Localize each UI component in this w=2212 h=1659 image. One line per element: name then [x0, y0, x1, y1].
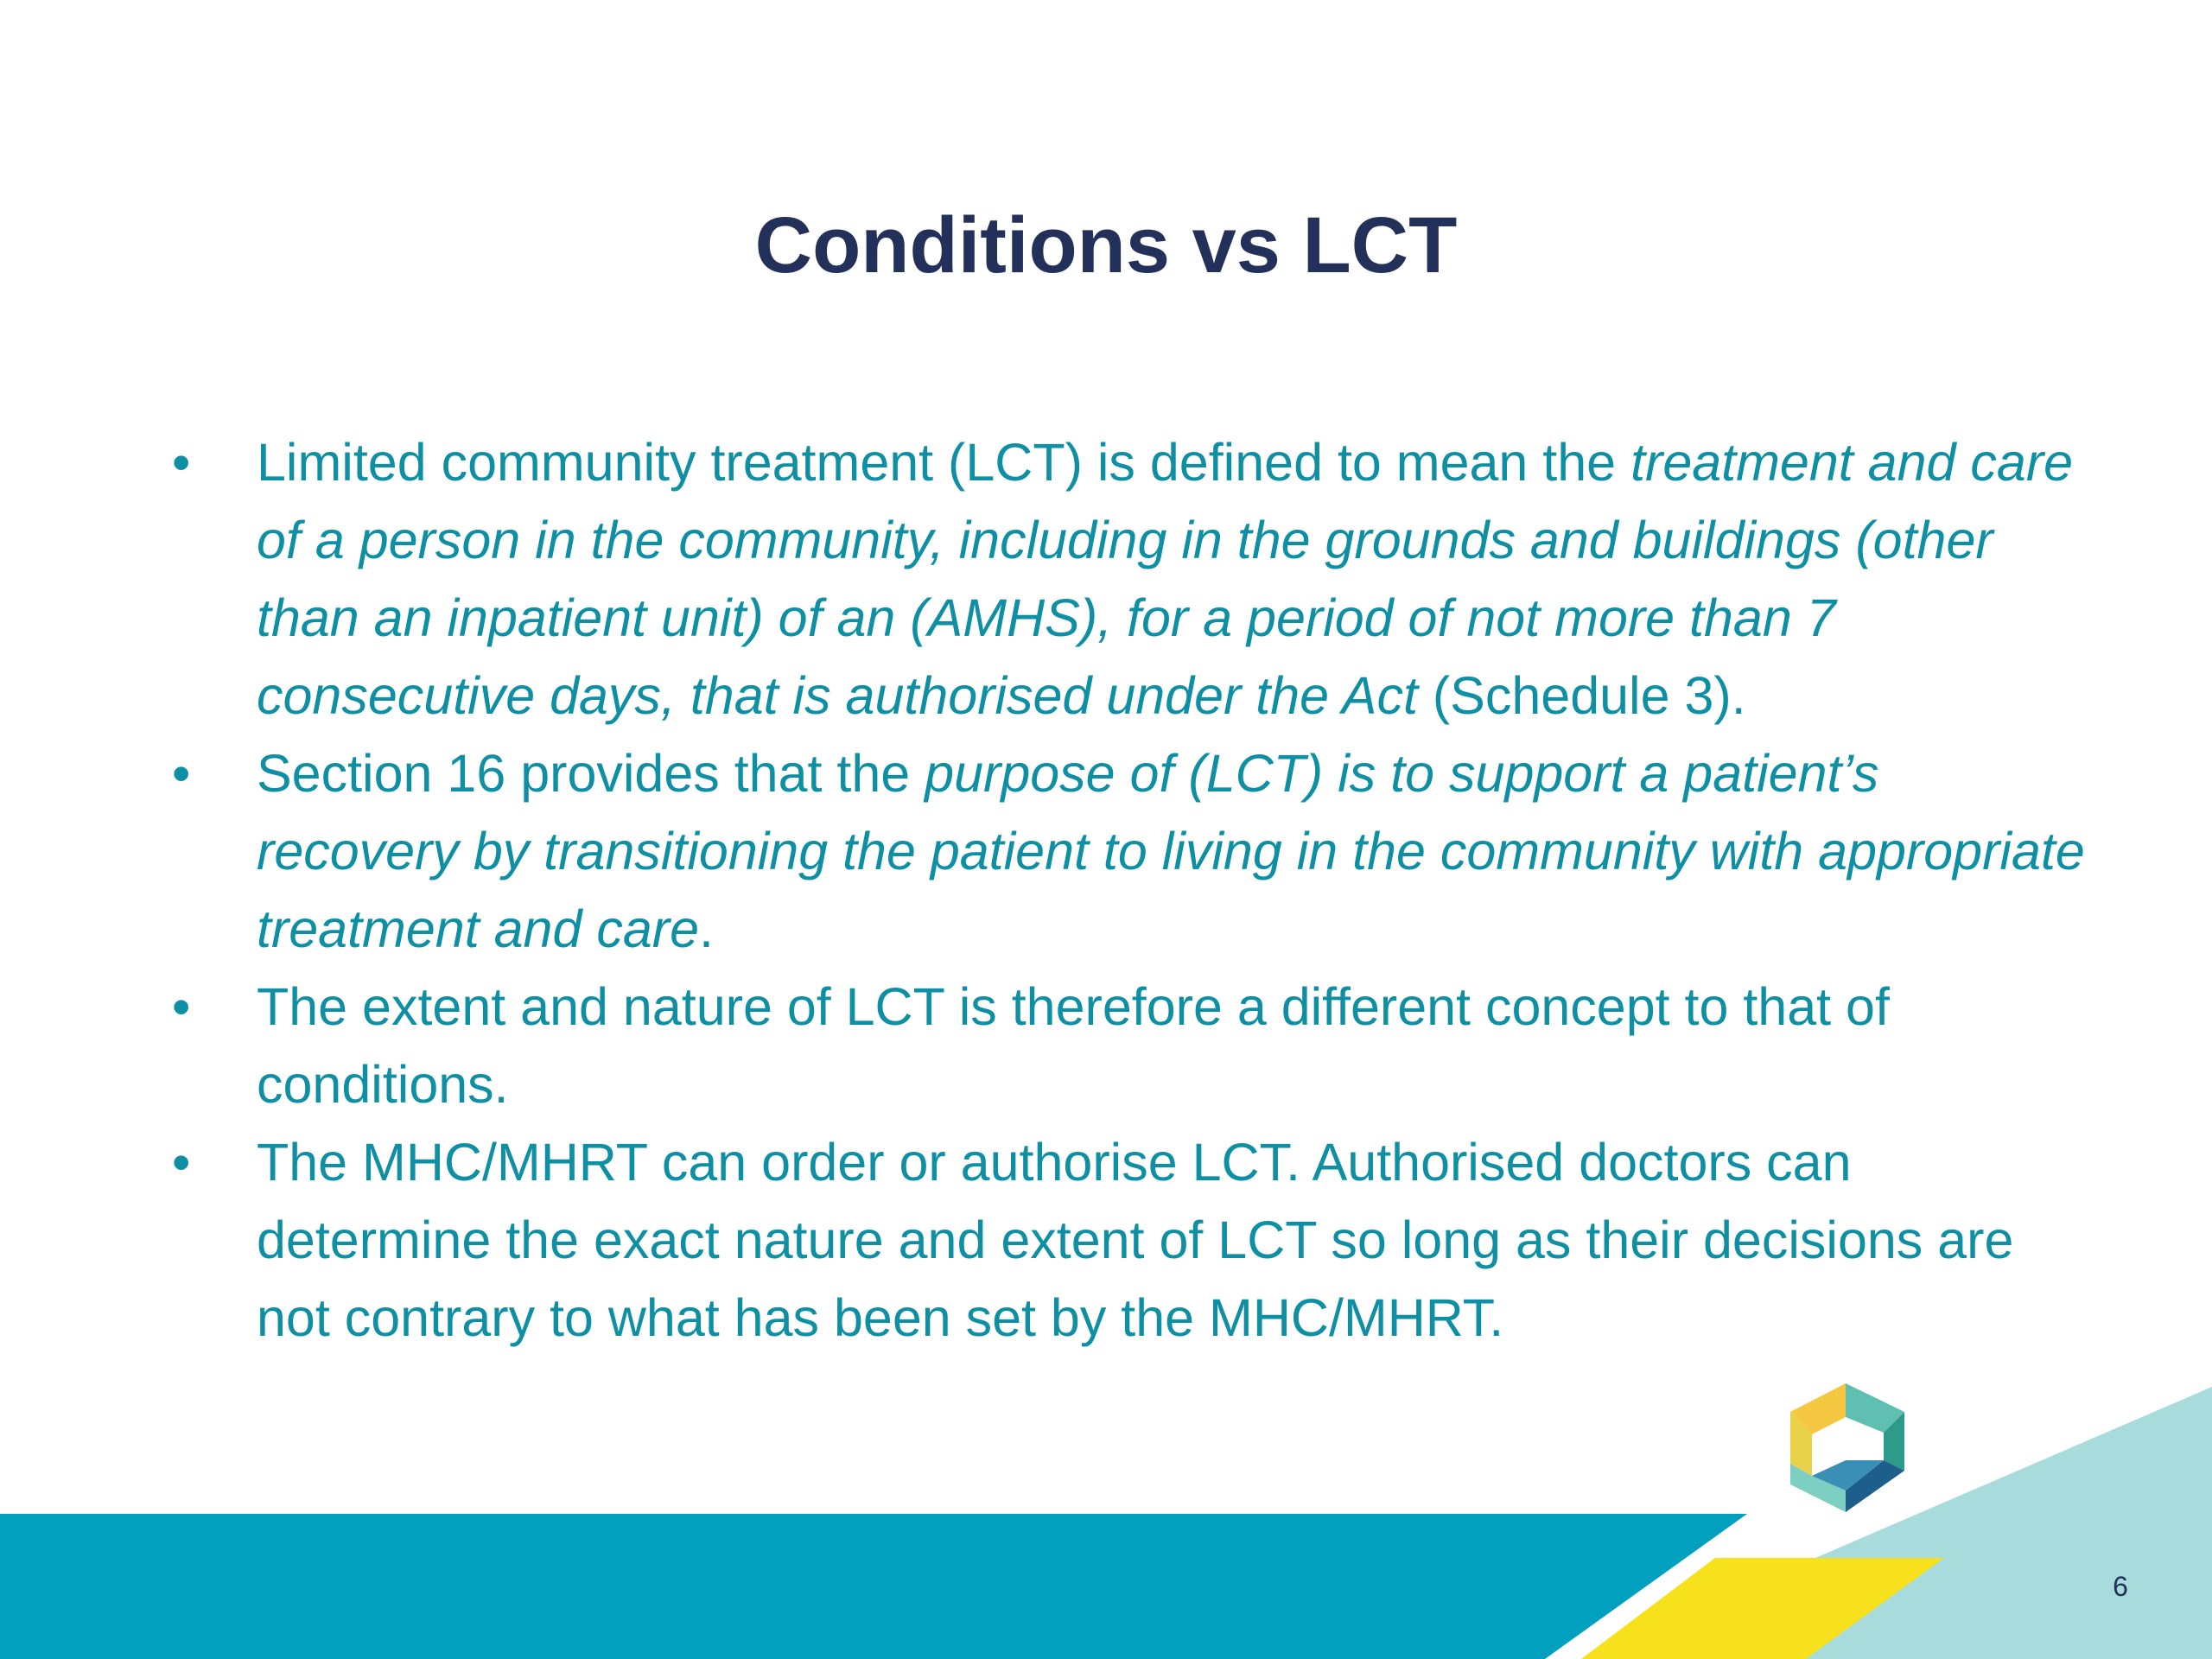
bullet-dot: •: [172, 1133, 191, 1192]
slide-title: Conditions vs LCT: [754, 201, 1458, 289]
bullet-text: Section 16 provides that the: [257, 744, 925, 803]
bullet-text: The extent and nature of LCT is therefore a different concept to that of conditions.: [257, 977, 1890, 1114]
bullet-text: Limited community treatment (LCT) is defined to mean the: [257, 433, 1631, 492]
bullet-text: (Schedule 3).: [1417, 666, 1746, 725]
page-number: 6: [2113, 1571, 2128, 1602]
bullet-dot: •: [172, 977, 191, 1036]
bullet-italic-text: treatment and care of a person in the community, including in the grounds and buildings (other than an inpatient unit) of an (AMHS), for a period of not more than 7 consecutive days, that is authorised under the Act: [257, 433, 2074, 725]
bullet-italic-text: purpose of (LCT) is to support a patient’s recovery by transitioning the patient to living in the community with appropriate treatment and care: [257, 744, 2085, 958]
bullet-text: The MHC/MHRT can order or authorise LCT. Authorised doctors can determine the exact nature and extent of LCT so long as their decisions are not contrary to what has been set by the MHC/MHRT.: [257, 1133, 2014, 1347]
bullet-text: .: [699, 899, 714, 958]
bullet-dot: •: [172, 744, 191, 803]
bullet-dot: •: [172, 433, 191, 492]
